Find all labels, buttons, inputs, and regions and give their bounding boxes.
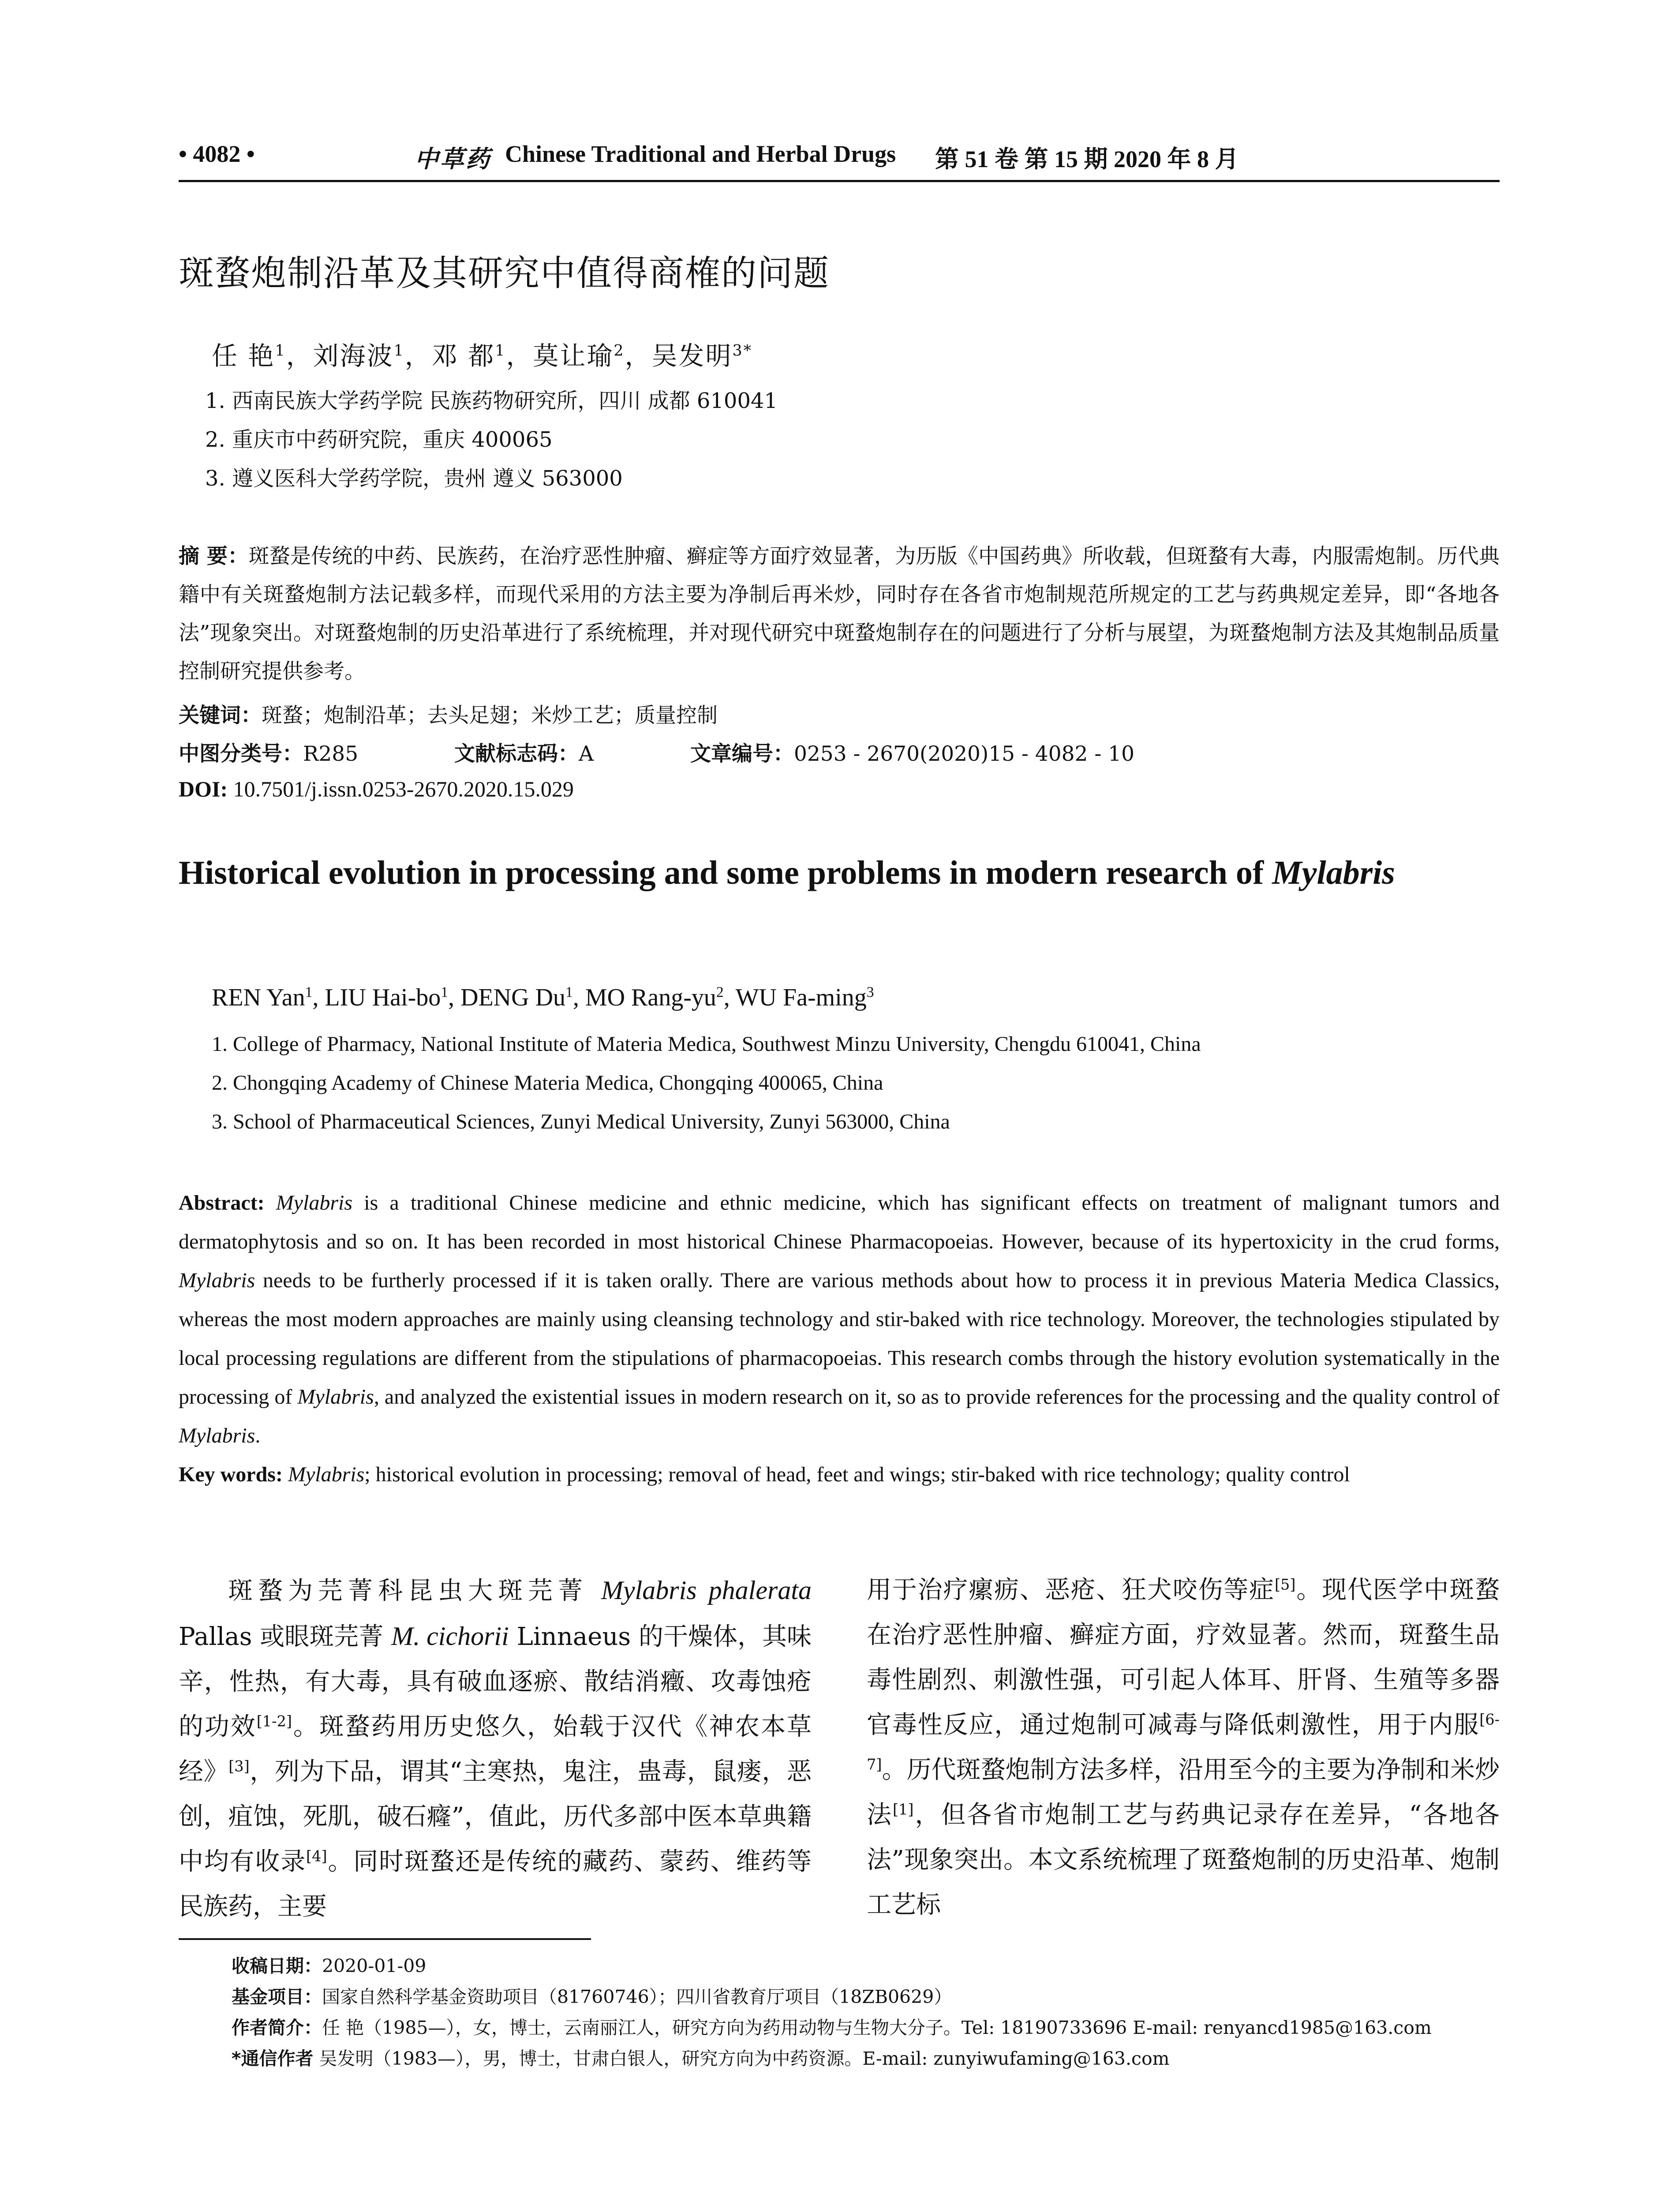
latin-name: Mylabris phalerata xyxy=(601,1576,812,1605)
journal-name: Chinese Traditional and Herbal Drugs xyxy=(505,141,896,167)
chinese-authors xyxy=(212,335,752,372)
english-abstract xyxy=(179,1184,1500,1494)
clc-value: R285 xyxy=(303,742,359,766)
english-affiliation-3: 3. School of Pharmaceutical Sciences, Zunyi Medical University, Zunyi 563000, China xyxy=(212,1110,950,1133)
author-sep: , xyxy=(312,984,325,1011)
abstract-text: , and analyzed the existential issues in modern research on it, so as to provide references for the processing and the quality control of xyxy=(374,1385,1500,1409)
body-column-right xyxy=(867,1568,1500,1928)
doc-code-group xyxy=(454,737,594,767)
author-sup: 3 xyxy=(866,984,874,1001)
footnote-label: 作者简介： xyxy=(232,2017,322,2038)
latin-name: M. cichorii xyxy=(391,1622,509,1651)
footnote-label: *通信作者 xyxy=(232,2048,314,2069)
footnote-divider xyxy=(179,1938,591,1940)
english-abstract-paragraph xyxy=(179,1184,1500,1455)
english-title-italic: Mylabris xyxy=(1272,854,1395,891)
body-text: Linnaeus 的干燥体，其味辛，性热，有大毒，具有破血逐瘀、散结消癥、攻毒蚀疮的功效 xyxy=(179,1622,812,1741)
body-text: 。斑蝥药用历史悠久，始载于汉代《神农本草经》 xyxy=(179,1712,812,1786)
author-name: 吴发明 xyxy=(651,341,733,371)
body-text: ，但各省市炮制工艺与药典记录存在差异，“各地各法”现象突出。本文系统梳理了斑蝥炮制的历史沿革、炮制工艺标 xyxy=(867,1801,1500,1919)
author-sep: ， xyxy=(625,341,652,371)
footnote-text: 国家自然科学基金资助项目（81760746）；四川省教育厅项目（18ZB0629） xyxy=(322,1986,952,2007)
author-sup: 2 xyxy=(614,342,625,360)
abstract-text: is a traditional Chinese medicine and ethnic medicine, which has significant effects on treatment of malignant tumors and dermatophytosis and so on. It has been recorded in most historical Chinese Pharmacopoeias. However, because of its hypertoxicity in the crud forms, xyxy=(179,1191,1500,1253)
abstract-text: 斑蝥是传统的中药、民族药，在治疗恶性肿瘤、癣症等方面疗效显著，为历版《中国药典》所收载，但斑蝥有大毒，内服需炮制。历代典籍中有关斑蝥炮制方法记载多样，而现代采用的方法主要为净制后再米炒，同时存在各省市炮制规范所规定的工艺与药典规定差异，即“各地各法”现象突出。对斑蝥炮制的历史沿革进行了系统梳理，并对现代研究中斑蝥炮制存在的问题进行了分析与展望，为斑蝥炮制方法及其炮制品质量控制研究提供参考。 xyxy=(179,544,1500,684)
author-name: 邓 都 xyxy=(431,341,495,371)
body-text: 。现代医学中斑蝥在治疗恶性肿瘤、癣症方面，疗效显著。然而，斑蝥生品毒性剧烈、刺激性强，可引起人体耳、肝肾、生殖等多器官毒性反应，通过炮制可减毒与降低刺激性，用于内服 xyxy=(867,1576,1500,1739)
running-header xyxy=(179,140,1500,182)
citation-ref: [1-2] xyxy=(256,1712,292,1730)
author-sup: 1 xyxy=(305,984,313,1001)
body-column-left xyxy=(179,1568,812,1929)
footnote-text: 任 艳（1985—），女，博士，云南丽江人，研究方向为药用动物与生物大分子。Tel: 18190733696 E-mail: renyancd1985@163.com xyxy=(322,2017,1432,2038)
citation-ref: [6-7] xyxy=(867,1711,1500,1773)
body-text: 。历代斑蝥炮制方法多样，沿用至今的主要为净制和米炒法 xyxy=(867,1756,1500,1829)
english-title xyxy=(179,849,1500,897)
doc-code-value: A xyxy=(579,742,594,766)
abstract-label: 摘 要： xyxy=(179,544,249,568)
article-no-value: 0253 - 2670(2020)15 - 4082 - 10 xyxy=(794,742,1135,766)
author-sup: 1 xyxy=(441,984,449,1001)
abstract-label: Abstract: xyxy=(179,1191,265,1215)
classification-line xyxy=(179,737,1500,767)
page-number: • 4082 • xyxy=(179,141,255,167)
author-name: DENG Du xyxy=(460,984,566,1011)
author-name: 任 艳 xyxy=(212,341,275,371)
footnote-text: 2020-01-09 xyxy=(322,1955,427,1977)
footnote-text: 吴发明（1983—），男，博士，甘肃白银人，研究方向为中药资源。E-mail: zunyiwufaming@163.com xyxy=(313,2048,1170,2069)
author-name: 莫让瑜 xyxy=(533,341,614,371)
chinese-title: 斑蝥炮制沿革及其研究中值得商榷的问题 xyxy=(179,253,830,294)
english-keywords xyxy=(179,1455,1500,1494)
abstract-text: needs to be furtherly processed if it is taken orally. There are various methods about how to process it in previous Materia Medica Classics, whereas the most modern approaches are mainly using cleansing technology and stir-baked with rice technology. Moreover, the technologies stipulated by local processing regulations are different from the stipulations of pharmacopoeias. This research combs through the history evolution systematically in the processing of xyxy=(179,1269,1500,1409)
clc-group xyxy=(179,742,358,766)
footnote-received xyxy=(232,1951,1502,1977)
author-sep: , xyxy=(572,984,585,1011)
body-text: 斑蝥为芫菁科昆虫大斑芫菁 xyxy=(228,1577,601,1605)
author-sup: 2 xyxy=(716,984,724,1001)
genus-name: Mylabris xyxy=(288,1463,365,1486)
citation-ref: [1] xyxy=(892,1801,914,1818)
body-text: ，列为下品，谓其“主寒热，鬼注，蛊毒，鼠瘘，恶创，疽蚀，死肌，破石癃”，值此，历代多部中医本草典籍中均有收录 xyxy=(179,1757,812,1876)
author-sep: ， xyxy=(404,341,432,371)
chinese-affiliation-2: 2. 重庆市中药研究院，重庆 400065 xyxy=(205,427,553,452)
citation-ref: [3] xyxy=(228,1757,250,1775)
keywords-label: Key words: xyxy=(179,1463,283,1486)
genus-name: Mylabris xyxy=(276,1191,353,1215)
genus-name: Mylabris xyxy=(179,1269,255,1292)
abstract-text: . xyxy=(255,1424,261,1447)
issue-info: 第 51 卷 第 15 期 2020 年 8 月 xyxy=(935,146,1239,172)
author-sup: 1 xyxy=(393,342,405,360)
doi-label: DOI: xyxy=(179,777,228,801)
english-affiliation-2: 2. Chongqing Academy of Chinese Materia Medica, Chongqing 400065, China xyxy=(212,1071,883,1095)
author-name: 刘海波 xyxy=(313,341,394,371)
author-name: REN Yan xyxy=(212,984,305,1011)
english-authors xyxy=(212,983,874,1012)
body-text: Pallas 或眼斑芫菁 xyxy=(179,1622,392,1651)
article-no-label: 文章编号： xyxy=(690,742,794,766)
author-sup: 1 xyxy=(275,342,286,360)
english-affiliation-1: 1. College of Pharmacy, National Institute of Materia Medica, Southwest Minzu University, Chengdu 610041, China xyxy=(212,1032,1201,1056)
footnote-corresponding xyxy=(232,2044,1502,2070)
author-sep: ， xyxy=(506,341,533,371)
author-sep: , xyxy=(723,984,736,1011)
footnote-fund xyxy=(232,1982,1502,2008)
author-sup: 1 xyxy=(495,342,506,360)
keywords-text: ; historical evolution in processing; removal of head, feet and wings; stir-baked with rice technology; quality control xyxy=(364,1463,1350,1486)
article-no-group xyxy=(690,737,1134,767)
author-sup: 3* xyxy=(732,342,753,360)
doi-value: 10.7501/j.issn.0253-2670.2020.15.029 xyxy=(228,777,574,801)
footnote-label: 收稿日期： xyxy=(232,1955,322,1977)
chinese-affiliation-3: 3. 遵义医科大学药学院，贵州 遵义 563000 xyxy=(205,466,623,491)
keywords-label: 关键词： xyxy=(179,703,262,728)
genus-name: Mylabris xyxy=(297,1385,374,1409)
clc-label: 中图分类号： xyxy=(179,742,303,766)
keywords-text: 斑蝥；炮制沿革；去头足翅；米炒工艺；质量控制 xyxy=(262,703,718,728)
chinese-keywords xyxy=(179,699,1500,729)
author-sup: 1 xyxy=(565,984,573,1001)
body-text: 。同时斑蝥还是传统的藏药、蒙药、维药等民族药，主要 xyxy=(179,1847,812,1921)
body-text: 用于治疗瘰疬、恶疮、狂犬咬伤等症 xyxy=(867,1576,1275,1604)
chinese-abstract xyxy=(179,537,1500,691)
author-sep: ， xyxy=(286,341,313,371)
english-title-text: Historical evolution in processing and some problems in modern research of xyxy=(179,854,1272,891)
author-sep: , xyxy=(448,984,461,1011)
author-name: MO Rang-yu xyxy=(585,984,716,1011)
citation-ref: [5] xyxy=(1274,1576,1296,1593)
citation-ref: [4] xyxy=(306,1847,327,1865)
journal-logo: 中草药 xyxy=(415,145,491,173)
author-name: LIU Hai-bo xyxy=(325,984,441,1011)
author-name: WU Fa-ming xyxy=(735,984,867,1011)
footnote-label: 基金项目： xyxy=(232,1986,322,2007)
doc-code-label: 文献标志码： xyxy=(454,742,579,766)
footnote-author-bio xyxy=(232,2013,1502,2039)
genus-name: Mylabris xyxy=(179,1424,255,1447)
doi-line xyxy=(179,776,1500,802)
chinese-affiliation-1: 1. 西南民族大学药学院 民族药物研究所，四川 成都 610041 xyxy=(205,389,778,413)
